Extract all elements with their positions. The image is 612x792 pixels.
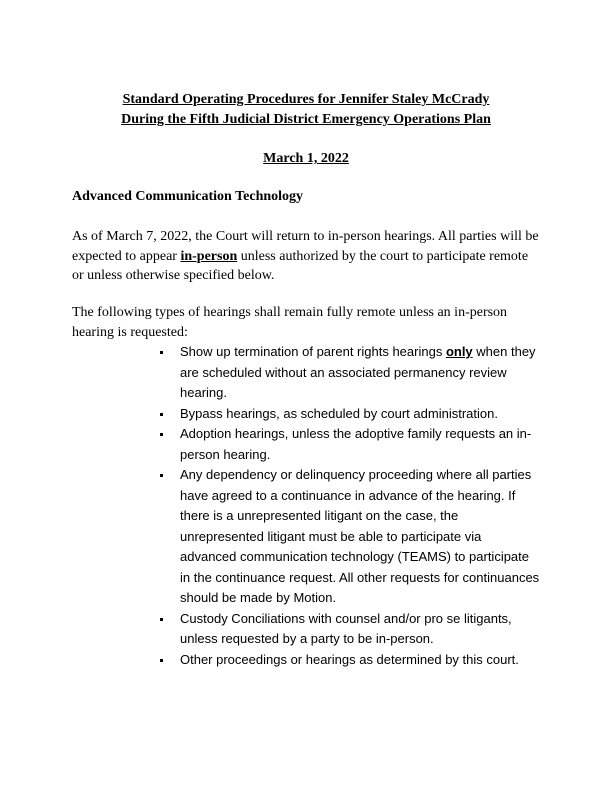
document-title-line-2: During the Fifth Judicial District Emergency Operations Plan xyxy=(121,112,491,127)
paragraph-emphasis: in-person xyxy=(180,248,238,264)
list-item-text: Show up termination of parent rights hearings xyxy=(180,344,446,359)
paragraph-text: unless authorized by the court to participate remote or unless otherwise specified below. xyxy=(72,248,529,283)
list-item-text: Any dependency or delinquency proceeding where all parties have agreed to a continuance in advance of the hearing. If there is a unrepresented litigant on the case, the unrepresented litigant must be able to participate via advanced communication technology (TEAMS) to participate in the continuance request. All other requests for continuances should be made by Motion. xyxy=(180,467,540,605)
paragraph-text: As of March 7, 2022, the Court will return to in-person hearings. All parties will be expected to appear xyxy=(72,229,539,264)
list-item-text: when they are scheduled without an associated permanency review hearing. xyxy=(180,344,536,400)
bullet-icon xyxy=(160,618,163,621)
list-item-text: Bypass hearings, as scheduled by court administration. xyxy=(180,405,498,421)
list-item-text: Custody Conciliations with counsel and/or pro se litigants, unless requested by a party to be in-person. xyxy=(180,610,512,646)
bullet-icon xyxy=(160,351,163,354)
list-item xyxy=(160,404,540,425)
document-date: March 1, 2022 xyxy=(263,151,349,166)
paragraph-return-in-person xyxy=(72,227,542,286)
bullet-icon xyxy=(160,413,163,416)
bullet-icon xyxy=(160,659,163,662)
list-item xyxy=(160,650,540,671)
list-item xyxy=(160,465,540,609)
bullet-icon xyxy=(160,474,163,477)
list-item xyxy=(160,424,540,465)
remote-hearing-types-list xyxy=(160,342,540,670)
paragraph-remote-hearings-intro: The following types of hearings shall remain fully remote unless an in-person hearing is requested: xyxy=(72,305,508,340)
bullet-icon xyxy=(160,433,163,436)
document-title-line-1: Standard Operating Procedures for Jennifer Staley McCrady xyxy=(122,92,490,107)
list-item-text: Adoption hearings, unless the adoptive family requests an in-person hearing. xyxy=(180,426,532,462)
list-item-emphasis: only xyxy=(445,344,473,359)
list-item xyxy=(160,609,540,650)
list-item xyxy=(160,342,540,404)
list-item-text: Other proceedings or hearings as determined by this court. xyxy=(180,651,519,667)
section-heading: Advanced Communication Technology xyxy=(72,189,304,204)
